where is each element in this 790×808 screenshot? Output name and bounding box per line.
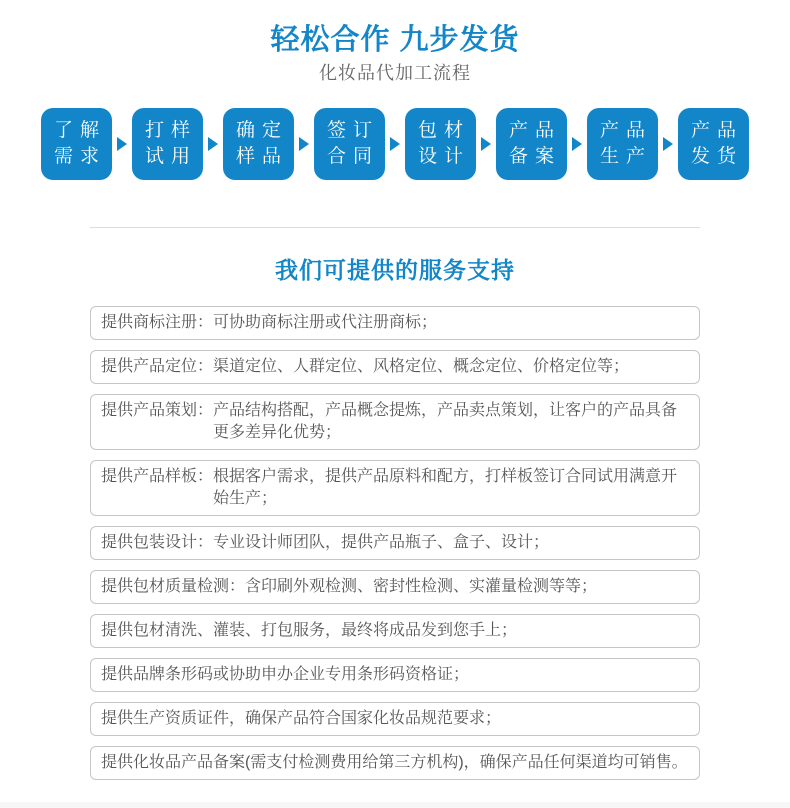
step-label: 设计 <box>417 146 470 167</box>
service-content: 提供品牌条形码或协助申办企业专用条形码资格证； <box>101 666 470 683</box>
step-label: 发货 <box>690 146 743 167</box>
page-header <box>0 0 790 84</box>
page-title: 轻松合作 九步发货 <box>270 24 520 56</box>
step-label: 合同 <box>326 146 379 167</box>
step-label: 产品 <box>508 120 561 141</box>
arrow-right-icon <box>208 137 218 151</box>
service-item <box>90 526 700 560</box>
service-label: 提供产品样板： <box>101 468 214 485</box>
service-item <box>90 746 700 780</box>
step-label: 了解 <box>53 120 106 141</box>
service-content: 根据客户需求，提供产品原料和配方，打样板签订合同试用满意开始生产； <box>213 468 678 507</box>
service-label: 提供产品策划： <box>101 402 214 419</box>
step-box <box>41 108 112 180</box>
service-content: 渠道定位、人群定位、风格定位、概念定位、价格定位等； <box>213 358 630 375</box>
step-label: 确定 <box>235 120 288 141</box>
service-content: 含印刷外观检测、密封性检测、实灌量检测等等； <box>245 578 598 595</box>
step-label: 打样 <box>144 120 197 141</box>
services-list <box>90 306 700 780</box>
service-content: 提供生产资质证件，确保产品符合国家化妆品规范要求； <box>101 710 502 727</box>
step-box <box>314 108 385 180</box>
arrow-right-icon <box>390 137 400 151</box>
step-box <box>223 108 294 180</box>
service-item <box>90 614 700 648</box>
arrow-right-icon <box>663 137 673 151</box>
service-content: 可协助商标注册或代注册商标； <box>213 314 438 331</box>
service-content: 专业设计师团队，提供产品瓶子、盒子、设计； <box>213 534 550 551</box>
step-label: 样品 <box>235 146 288 167</box>
service-item <box>90 350 700 384</box>
arrow-right-icon <box>117 137 127 151</box>
service-item <box>90 570 700 604</box>
step-label: 签订 <box>326 120 379 141</box>
service-item <box>90 460 700 516</box>
services-section-title: 我们可提供的服务支持 <box>275 257 515 283</box>
service-item <box>90 702 700 736</box>
step-box <box>587 108 658 180</box>
step-label: 需求 <box>53 146 106 167</box>
step-box <box>405 108 476 180</box>
service-content: 提供包材清洗、灌装、打包服务，最终将成品发到您手上； <box>101 622 518 639</box>
step-box <box>132 108 203 180</box>
step-label: 试用 <box>144 146 197 167</box>
step-label: 产品 <box>599 120 652 141</box>
step-label: 包材 <box>417 120 470 141</box>
step-label: 生产 <box>599 146 652 167</box>
service-label: 提供包材质量检测： <box>101 578 246 595</box>
service-label: 提供包装设计： <box>101 534 214 551</box>
section-divider <box>90 227 700 228</box>
step-box <box>496 108 567 180</box>
step-label: 备案 <box>508 146 561 167</box>
service-item <box>90 306 700 340</box>
service-content: 提供化妆品产品备案(需支付检测费用给第三方机构)，确保产品任何渠道均可销售。 <box>101 754 688 771</box>
page-bottom-strip <box>0 802 790 808</box>
service-item <box>90 658 700 692</box>
service-content: 产品结构搭配，产品概念提炼，产品卖点策划，让客户的产品具备更多差异化优势； <box>213 402 678 441</box>
service-item <box>90 394 700 450</box>
step-label: 产品 <box>690 120 743 141</box>
process-steps-row <box>0 108 790 180</box>
arrow-right-icon <box>572 137 582 151</box>
step-box <box>678 108 749 180</box>
page-subtitle: 化妆品代加工流程 <box>319 63 471 83</box>
arrow-right-icon <box>481 137 491 151</box>
service-label: 提供产品定位： <box>101 358 214 375</box>
service-label: 提供商标注册： <box>101 314 214 331</box>
arrow-right-icon <box>299 137 309 151</box>
